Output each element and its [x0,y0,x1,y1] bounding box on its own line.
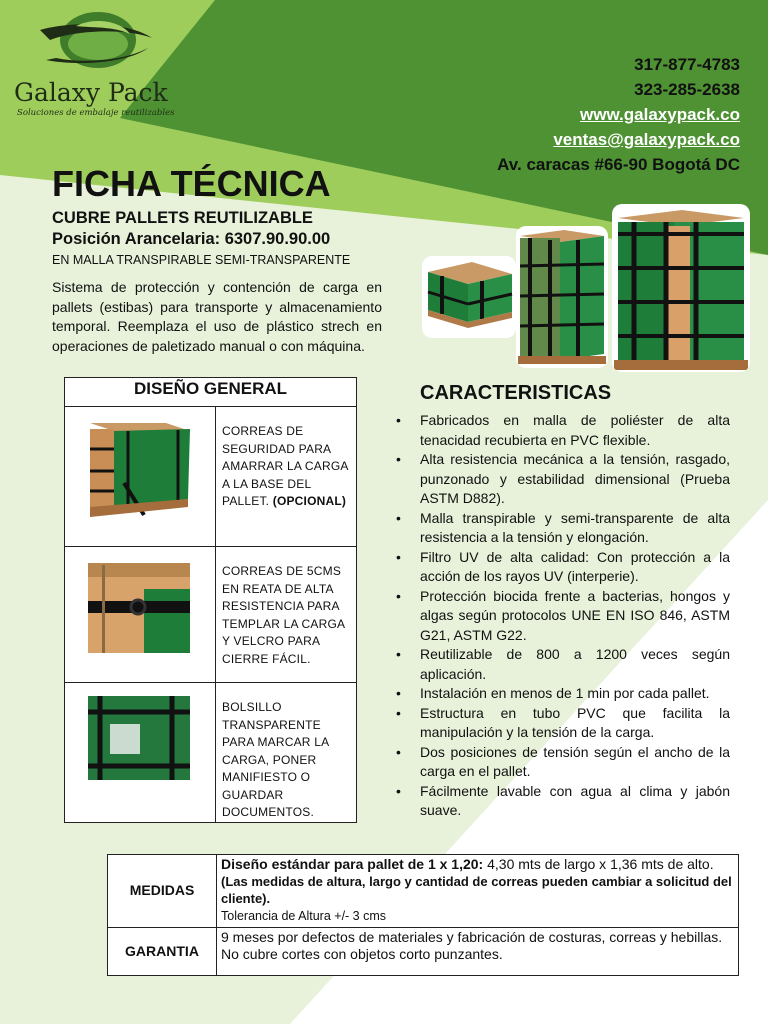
feature-text: Fácilmente lavable con agua al clima y jabón suave. [420,782,730,818]
photo-strap-buckle [88,563,190,653]
bullet: • [396,548,401,565]
measures-text: 4,30 mts de largo x 1,36 mts de alto. [483,856,714,872]
feature-item [396,587,730,646]
product-description: Sistema de protección y contención de carga en pallets (estibas) para transporte y almacenamiento temporal. Reemplaza el uso de plástico strech en operaciones de paletizado manual o con máquina. [52,279,382,354]
features-heading: CARACTERISTICAS [420,382,612,404]
photo-safety-straps [88,421,190,525]
feature-item [396,509,730,548]
design-image-cell [65,407,216,547]
brand-tagline: Soluciones de embalaje reutilizables [17,108,175,118]
warranty-label: GARANTIA [108,928,217,976]
design-text-3: BOLSILLO TRANSPARENTE PARA MARCAR LA CARGA, PONER MANIFIESTO O GUARDAR DOCUMENTOS. [222,700,329,819]
feature-text: Estructura en tubo PVC que facilita la manipulación y la tensión de la carga. [420,704,730,740]
material-note: EN MALLA TRANSPIRABLE SEMI-TRANSPARENTE [52,253,351,267]
design-text-cell [216,547,357,683]
feature-text: Instalación en menos de 1 min por cada pallet. [420,685,710,701]
phone-1: 317-877-4783 [634,55,740,74]
measures-note: (Las medidas de altura, largo y cantidad de correas pueden cambiar a solicitud del cliente). [221,874,732,906]
feature-text: Dos posiciones de tensión según el ancho de la carga en el pallet. [420,743,730,779]
measures-label: MEDIDAS [108,855,217,928]
feature-item [396,548,730,587]
feature-item [396,704,730,743]
photo-document-pocket [88,696,190,780]
bullet: • [396,412,401,428]
feature-text: Fabricados en malla de poliéster de alta tenacidad recubierta en PVC flexible. [420,412,730,448]
design-text-1: CORREAS DE SEGURIDAD PARA AMARRAR LA CARGA A LA BASE DEL PALLET. [222,424,348,508]
contact-block [400,52,740,177]
feature-item [396,743,730,782]
bullet: • [396,782,401,799]
bullet: • [396,509,401,526]
photo-pallet-mid [516,226,608,368]
galaxy-logo-icon [36,8,156,78]
feature-text: Alta resistencia mecánica a la tensión, rasgado, punzonado y estabilidad dimensional (Prueba ASTM D882). [420,451,730,506]
brand-name: Galaxy Pack [14,78,168,107]
feature-item [396,450,730,509]
design-image-cell [65,547,216,683]
spec-table [107,854,739,976]
feature-text: Reutilizable de 800 a 1200 veces según aplicación. [420,646,730,682]
address: Av. caracas #66-90 Bogotá DC [497,155,740,174]
tariff-code: Posición Arancelaria: 6307.90.90.00 [52,230,331,248]
bullet: • [396,646,401,662]
measures-cell [217,855,739,928]
phone-2: 323-285-2638 [634,80,740,99]
feature-item [396,411,730,450]
feature-text: Malla transpirable y semi-transparente de alta resistencia a la tensión y elongación. [420,509,730,545]
design-heading: DISEÑO GENERAL [65,378,357,407]
feature-item [396,645,730,684]
feature-item [396,684,730,704]
feature-item [396,782,730,821]
warranty-text: 9 meses por defectos de materiales y fabricación de costuras, correas y hebillas. No cubre cortes con objetos corto punzantes. [217,928,739,976]
features-list [396,411,730,821]
feature-text: Protección biocida frente a bacterias, hongos y algas según protocolos UNE EN ISO 846, ASTM G21, ASTM G22. [420,587,730,643]
photo-pallet-tall [612,204,750,372]
brand-logo [14,8,174,118]
bullet: • [396,685,401,701]
design-text-cell [216,683,357,823]
feature-text: Filtro UV de alta calidad: Con protección a la acción de los rayos UV (interperie). [420,548,730,584]
tolerance: Tolerancia de Altura +/- 3 cms [221,909,387,923]
product-photos [422,204,752,374]
website-link[interactable]: www.galaxypack.co [580,105,740,124]
email-link[interactable]: ventas@galaxypack.co [553,130,740,149]
bullet: • [396,587,401,604]
design-note-1: (OPCIONAL) [272,494,347,508]
design-image-cell [65,683,216,823]
page-title: FICHA TÉCNICA [52,163,331,204]
design-table [64,377,357,823]
bullet: • [396,451,401,467]
features-section [396,382,730,821]
design-text-2: CORREAS DE 5CMS EN REATA DE ALTA RESISTENCIA PARA TEMPLAR LA CARGA Y VELCRO PARA CIERRE FÁCIL. [222,564,345,666]
bullet: • [396,743,401,760]
photo-pallet-low [422,256,516,338]
measures-bold: Diseño estándar para pallet de 1 x 1,20: [221,856,484,872]
product-subtitle: CUBRE PALLETS REUTILIZABLE [52,209,313,227]
bullet: • [396,704,401,721]
design-text-cell [216,407,357,547]
